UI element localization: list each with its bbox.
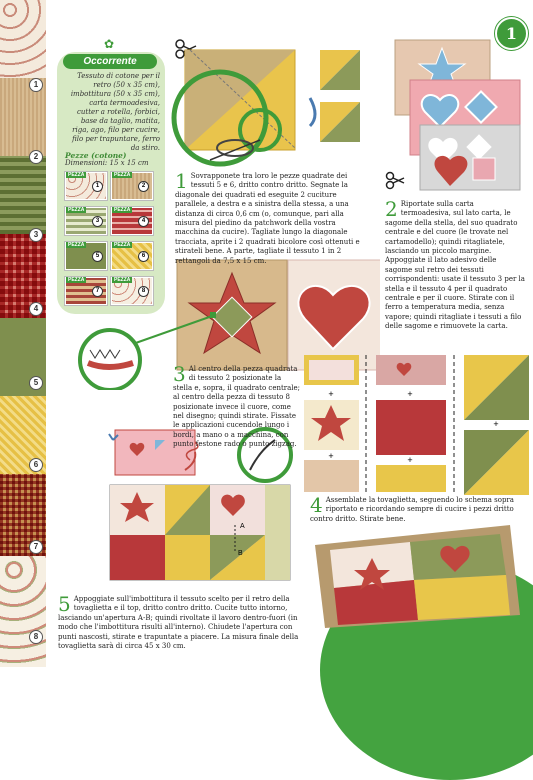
pezza-number: 3 <box>92 216 103 227</box>
step-number: 1 <box>175 169 188 193</box>
pezza-number: 2 <box>138 181 149 192</box>
step-number: 4 <box>310 493 323 517</box>
step-4-assembly-diagram <box>304 355 529 495</box>
applique-templates <box>395 40 520 190</box>
pezza-label: PEZZA <box>114 172 131 178</box>
pezza-number: 4 <box>138 216 149 227</box>
step-text: Assemblate la tovaglietta, seguendo lo schema sopra riportato e ricordando sempre di cucire i pezzi dritto contro dritto. Stirate bene. <box>310 496 514 523</box>
step-number: 2 <box>385 197 398 221</box>
strip-number: 4 <box>29 302 43 316</box>
pezza-label: PEZZA <box>114 242 131 248</box>
step-2 <box>385 197 525 332</box>
fabric-swatch-8 <box>0 556 46 667</box>
strip-number: 8 <box>29 630 43 644</box>
scissors-icon <box>387 173 405 189</box>
step-text: Sovrapponete tra loro le pezze quadrate dei tessuti 5 e 6, dritto contro dritto. Segnate la diagonale dei quadrati ed eseguite 2 cuciture parallele, a destra e a sinistra della stessa, a una distanza di circa 0,6 cm (o, comunque, pari alla misura del piedino da patchwork della vostra macchina da cucire). Tagliate lungo la diagonale tracciata, aprite i 2 quadrati bicolore così ottenuti e stirateli bene. A parte, tagliate il tessuto 1 in 2 rettangoli da 7,5 x 15 cm. <box>175 172 360 265</box>
step-4 <box>310 493 520 524</box>
pezza-label: PEZZA <box>68 207 85 213</box>
strip-number: 2 <box>29 150 43 164</box>
step-text: Appoggiate sull'imbottitura il tessuto scelto per il retro della tovaglietta e il top, dritto contro dritto. Cucite tutto intorno, lasciando un'apertura A-B; quindi rivoltate il lavoro dentro-fuori (in modo che l'imbottitura risulti all'interno). Chiudete l'apertura con punti nascosti, stirate e trapuntate a piacere. La misura finale della tovaglietta sarà di circa 45 x 30 cm. <box>58 595 299 651</box>
pezza-number: 6 <box>138 251 149 262</box>
step-number: 3 <box>173 362 186 386</box>
pezza-label: PEZZA <box>114 207 131 213</box>
step-text: Riportate sulla carta termoadesiva, sul lato carta, le sagome della stella, del suo quadrato centrale e del cuore (le trovate nel cartamodello); quindi ritagliatele, lasciando un piccolo margine. Appoggiate il lato adesivo delle sagome sul retro dei tessuti corrispondenti: usate il tessuto 3 per la stella e il tessuto 4 per il quadrato centrale e per il cuore. Stirate con il ferro a temperatura media, senza vapore; quindi ritagliate i tessuti a filo delle sagome e rimuovete la carta. <box>385 200 525 331</box>
pezze-dimensions: Dimensioni: 15 x 15 cm <box>65 159 149 167</box>
pezza-1 <box>65 172 107 200</box>
flower-icon: ✿ <box>104 37 115 51</box>
pezza-label: PEZZA <box>114 277 131 283</box>
strip-number: 5 <box>29 376 43 390</box>
fabric-strip <box>0 0 46 667</box>
occorrente-title: Occorrente <box>63 54 157 69</box>
finished-placemat-photo <box>310 520 525 630</box>
label-b: B <box>238 550 243 557</box>
fabric-swatch-3 <box>0 156 46 234</box>
strip-number: 7 <box>29 540 43 554</box>
pezza-label: PEZZA <box>68 242 85 248</box>
plus-sign: + <box>328 389 334 399</box>
pezza-2 <box>111 172 153 200</box>
step-3 <box>173 362 301 450</box>
pezza-number: 1 <box>92 181 103 192</box>
plus-sign: + <box>407 455 413 465</box>
step-5 <box>58 592 308 651</box>
strip-number: 1 <box>29 78 43 92</box>
pezza-4 <box>111 207 153 235</box>
strip-number: 6 <box>29 458 43 472</box>
half-square-triangles <box>320 50 360 142</box>
page-number-badge: 1 <box>495 17 528 50</box>
fabric-swatch-1 <box>0 0 46 78</box>
pezza-label: PEZZA <box>68 277 85 283</box>
pezza-number: 5 <box>92 251 103 262</box>
plus-sign: + <box>328 451 334 461</box>
occorrente-text: Tessuto di cotone per il retro (50 x 35 cm), imbottitura (50 x 35 cm), carta termoadesiva, cutter a rotella, forbici, base da taglio, matita, riga, ago, filo per cucire, filo per trapuntare, ferro da stiro. <box>70 72 160 152</box>
strip-number: 3 <box>29 228 43 242</box>
pezza-3 <box>65 207 107 235</box>
step-1 <box>175 169 363 266</box>
pezza-label: PEZZA <box>68 172 85 178</box>
plus-sign: + <box>493 419 499 429</box>
plus-sign: + <box>407 389 413 399</box>
label-a: A <box>240 523 245 530</box>
pezza-number: 7 <box>92 286 103 297</box>
arrow-icon <box>310 98 315 126</box>
step-text: Al centro della pezza quadrata di tessuto 2 posizionate la stella e, sopra, il quadrato centrale; al centro della pezza di tessuto 8 posizionate invece il cuore, come nel disegno; quindi stirate. Fissate le applicazioni cucendole lungo i bordi, a mano o a macchina, con punto festone rado o punto zigzag. <box>173 365 301 449</box>
pezze-title: Pezze (cotone) <box>65 151 127 160</box>
pezza-number: 8 <box>138 286 149 297</box>
step-number: 5 <box>58 592 71 616</box>
zoom-circle <box>80 330 140 390</box>
